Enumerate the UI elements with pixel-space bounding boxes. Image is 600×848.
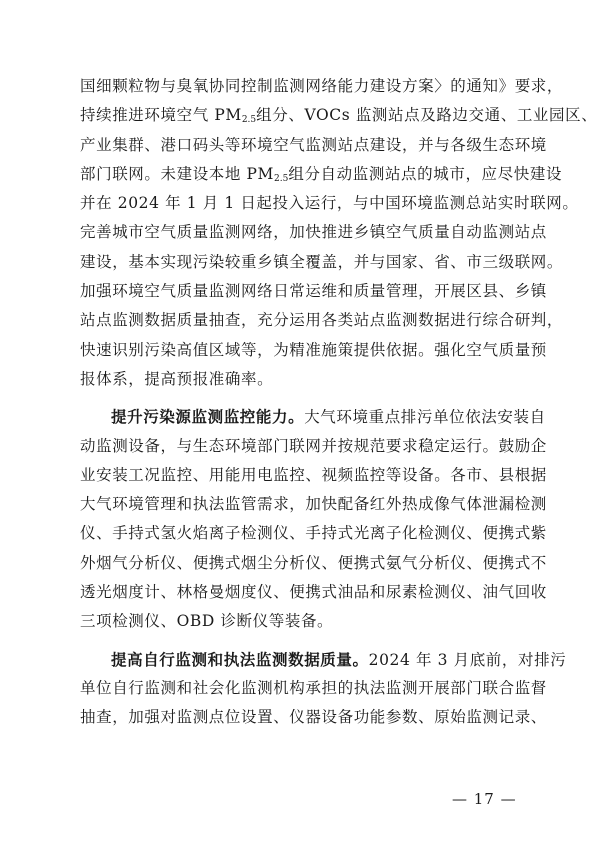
text-line: 单位自行监测和社会化监测机构承担的执法监测开展部门联合监督 <box>80 678 547 697</box>
text-line: 动监测设备，与生态环境部门联网并按规范要求稳定运行。鼓励企 <box>80 436 547 455</box>
text-segment: 部门联网。未建设本地 PM <box>80 164 275 183</box>
text-line: 并在 2024 年 1 月 1 日起投入运行，与中国环境监测总站实时联网。 <box>80 194 579 213</box>
text-line: 透光烟度计、林格曼烟度仪、便携式油品和尿素检测仪、油气回收 <box>80 583 547 602</box>
text-segment: 组分、VOCs 监测站点及路边交通、工业园区、 <box>256 106 598 125</box>
pm-subscript: 2.5 <box>274 173 289 184</box>
text-segment: 组分自动监测站点的城市，应尽快建设 <box>288 164 563 183</box>
text-line: 业安装工况监控、用能用电监控、视频监控等设备。各市、县根据 <box>80 465 547 484</box>
text-line: 建设，基本实现污染较重乡镇全覆盖，并与国家、省、市三级联网。 <box>80 252 564 271</box>
page-number: — 17 — <box>452 790 517 808</box>
text-line: 外烟气分析仪、便携式烟尘分析仪、便携式氨气分析仪、便携式不 <box>80 553 547 572</box>
paragraph-heading: 提高自行监测和执法监测数据质量。 <box>111 649 369 669</box>
body-text <box>80 72 598 733</box>
text-line <box>80 645 567 674</box>
paragraph-monitoring-data-quality <box>80 645 567 733</box>
text-line <box>80 160 563 189</box>
paragraph-pollution-source-monitoring <box>80 402 547 636</box>
text-segment: 持续推进环境空气 PM <box>80 106 242 125</box>
text-line: 报体系，提高预报准确率。 <box>80 369 274 388</box>
paragraph-air-monitoring-network <box>80 72 598 394</box>
text-line: 大气环境管理和执法监管需求，加快配备红外热成像气体泄漏检测 <box>80 495 547 514</box>
text-line: 快速识别污染高值区域等，为精准施策提供依据。强化空气质量预 <box>80 340 547 359</box>
text-line <box>80 101 598 130</box>
text-line: 站点监测数据质量抽查，充分运用各类站点监测数据进行综合研判， <box>80 311 564 330</box>
pm-subscript: 2.5 <box>241 115 257 126</box>
text-line: 仪、手持式氢火焰离子检测仪、手持式光离子化检测仪、便携式紫 <box>80 524 547 543</box>
text-line: 国细颗粒物与臭氧协同控制监测网络能力建设方案〉的通知》要求， <box>80 77 564 95</box>
text-line: 三项检测仪、OBD 诊断仪等装备。 <box>80 612 334 631</box>
text-segment: 2024 年 3 月底前，对排污 <box>368 650 567 669</box>
text-line: 抽查，加强对监测点位设置、仪器设备功能参数、原始监测记录、 <box>80 708 547 727</box>
paragraph-heading: 提升污染源监测监控能力。 <box>111 407 305 427</box>
text-segment: 大气环境重点排污单位依法安装自 <box>304 408 546 427</box>
text-line: 产业集群、港口码头等环境空气监测站点建设，并与各级生态环境 <box>80 135 547 154</box>
text-line <box>80 402 546 431</box>
text-line: 完善城市空气质量监测网络，加快推进乡镇空气质量自动监测站点 <box>80 223 547 242</box>
text-line: 加强环境空气质量监测网络日常运维和质量管理，开展区县、乡镇 <box>80 282 547 301</box>
